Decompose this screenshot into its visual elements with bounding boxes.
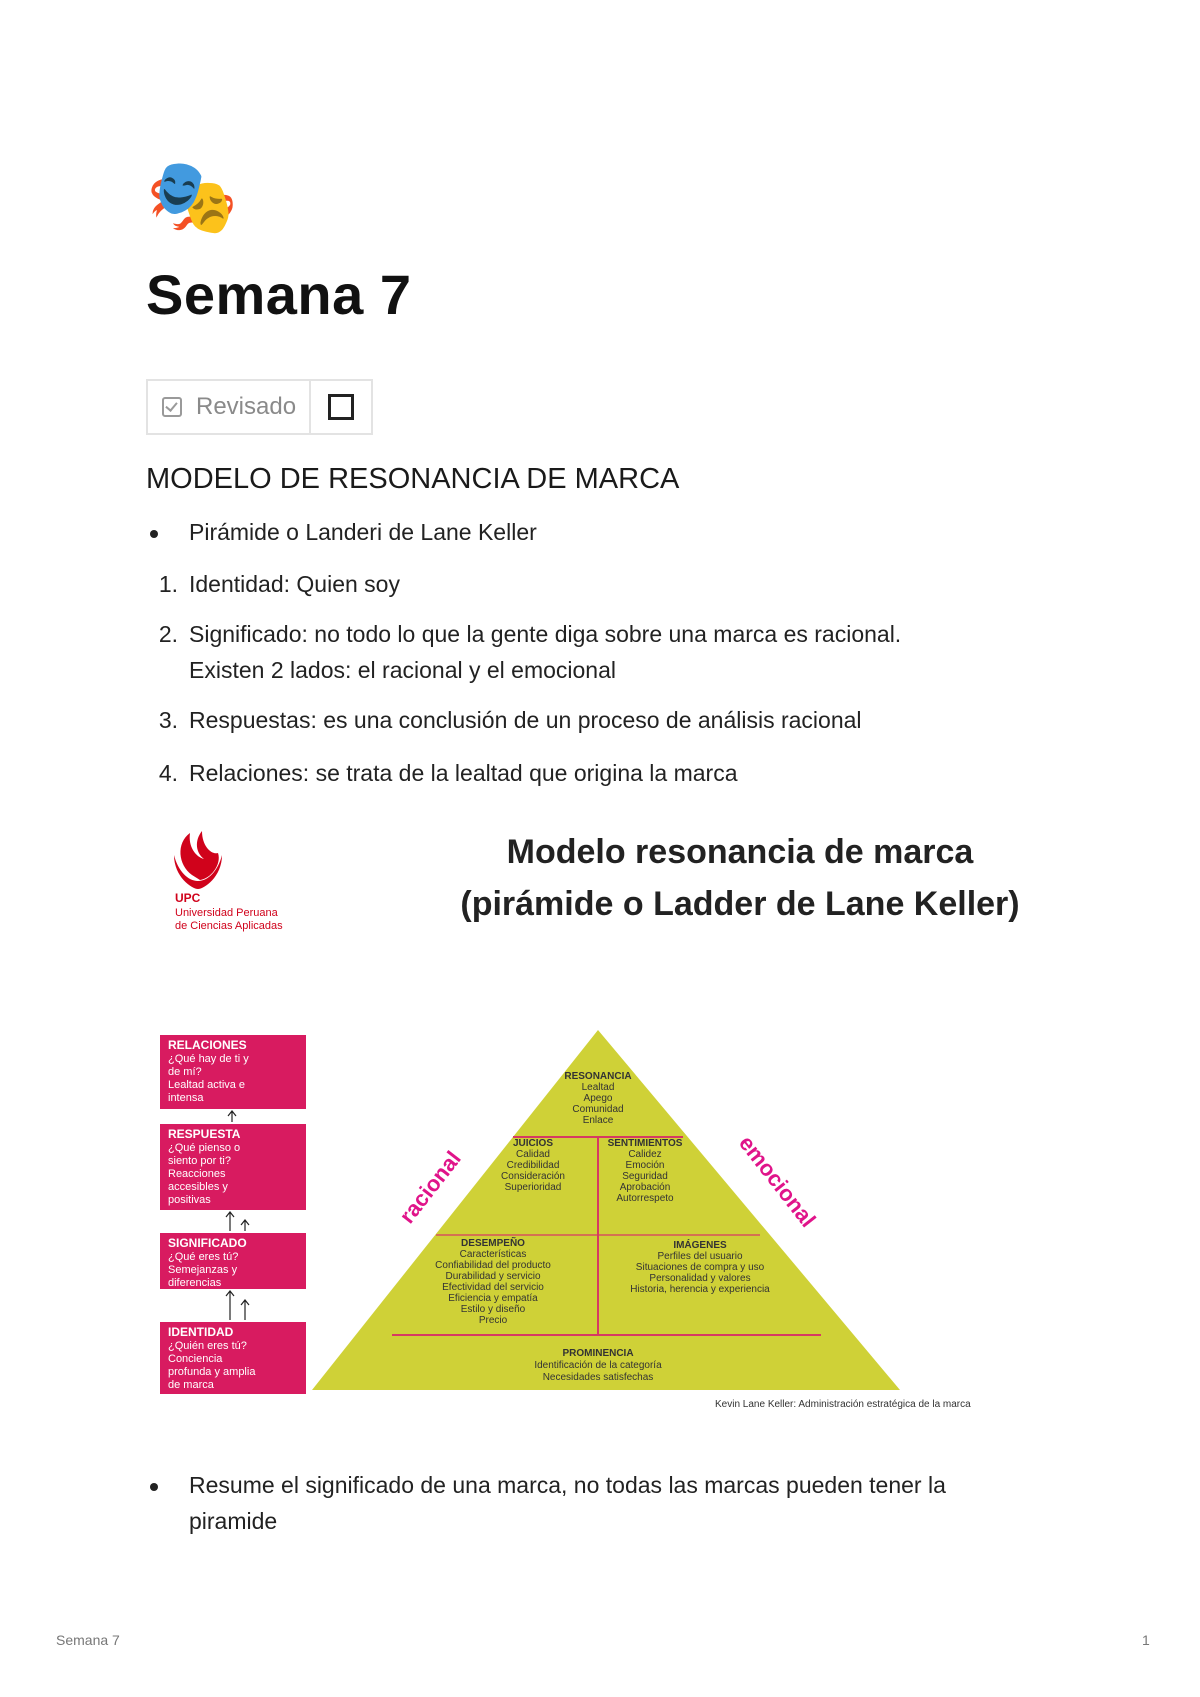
property-value[interactable] <box>311 381 371 433</box>
box-title: SIGNIFICADO <box>168 1236 247 1250</box>
section-heading: MODELO DE RESONANCIA DE MARCA <box>146 463 680 495</box>
pyramid-level-title: PROMINENCIA <box>562 1348 634 1359</box>
box-line: ¿Qué hay de ti y <box>168 1053 249 1065</box>
arrow-up-icon <box>241 1220 249 1231</box>
bullet-item: Resume el significado de una marca, no todas las marcas pueden tener la <box>189 1472 946 1498</box>
upc-logo-line2: de Ciencias Aplicadas <box>175 920 283 932</box>
pyramid-item: Credibilidad <box>506 1160 560 1171</box>
pyramid-item: Personalidad y valores <box>649 1273 751 1284</box>
box-title: RELACIONES <box>168 1038 247 1052</box>
checkbox-property-icon <box>162 397 182 417</box>
pyramid-item: Calidez <box>628 1149 662 1160</box>
box-respuesta <box>160 1124 306 1210</box>
box-identidad <box>160 1322 306 1394</box>
pyramid-item: Características <box>459 1249 527 1260</box>
footer-page-title: Semana 7 <box>56 1632 120 1648</box>
arrow-up-icon <box>226 1291 234 1320</box>
pyramid-item: Lealtad <box>581 1082 615 1093</box>
list-item: Respuestas: es una conclusión de un proceso de análisis racional <box>189 707 862 733</box>
pyramid-item: Aprobación <box>619 1182 671 1193</box>
box-line: siento por ti? <box>168 1155 231 1167</box>
list-item: Identidad: Quien soy <box>189 571 400 597</box>
pyramid-item: Precio <box>478 1315 508 1326</box>
box-line: ¿Qué pienso o <box>168 1142 241 1154</box>
box-line: Conciencia <box>168 1353 223 1365</box>
bullet-item-continuation: piramide <box>189 1508 278 1534</box>
pyramid-item: Necesidades satisfechas <box>542 1372 654 1383</box>
pyramid-item: Eficiencia y empatía <box>448 1293 538 1304</box>
arrow-up-icon <box>228 1111 236 1122</box>
pyramid-level-title: RESONANCIA <box>564 1071 632 1082</box>
pyramid-item: Confiabilidad del producto <box>435 1260 551 1271</box>
figure-title-line2: (pirámide o Ladder de Lane Keller) <box>460 885 1020 923</box>
box-line: ¿Quién eres tú? <box>168 1340 247 1352</box>
pyramid-item: Autorrespeto <box>616 1193 674 1204</box>
pyramid <box>312 1030 900 1390</box>
resonance-model-figure <box>160 825 1060 1425</box>
pyramid-item: Consideración <box>501 1171 565 1182</box>
upc-logo <box>174 831 283 932</box>
list-number: 1. <box>158 571 178 597</box>
pyramid-item: Identificación de la categoría <box>534 1360 662 1371</box>
property-table <box>146 379 373 435</box>
box-line: de marca <box>168 1379 214 1391</box>
box-line: profunda y amplia <box>168 1366 256 1378</box>
pyramid-item: Apego <box>583 1093 613 1104</box>
pyramid-item: Efectividad del servicio <box>442 1282 544 1293</box>
pyramid-item: Situaciones de compra y uso <box>635 1262 765 1273</box>
property-name <box>148 381 311 433</box>
racional-label: racional <box>394 1146 466 1229</box>
box-line: positivas <box>168 1194 211 1206</box>
box-line: Reacciones <box>168 1168 226 1180</box>
box-line: Lealtad activa e <box>168 1079 246 1091</box>
box-title: RESPUESTA <box>168 1127 241 1141</box>
upc-logo-line1: Universidad Peruana <box>175 907 278 919</box>
bullet-dot <box>150 530 158 538</box>
box-significado <box>160 1233 306 1289</box>
box-relaciones <box>160 1035 306 1109</box>
pyramid-item: Enlace <box>582 1115 614 1126</box>
bullet-dot <box>150 1483 158 1491</box>
list-item-continuation: Existen 2 lados: el racional y el emocional <box>189 657 617 683</box>
pyramid-item: Historia, herencia y experiencia <box>630 1284 770 1295</box>
pyramid-item: Durabilidad y servicio <box>445 1271 541 1282</box>
arrow-up-icon <box>241 1300 249 1320</box>
box-line: diferencias <box>168 1277 222 1289</box>
pyramid-item: Estilo y diseño <box>460 1304 526 1315</box>
pyramid-level-title: IMÁGENES <box>673 1240 727 1251</box>
pyramid-item: Calidad <box>516 1149 550 1160</box>
pyramid-level-title: DESEMPEÑO <box>461 1238 525 1249</box>
page-title: Semana 7 <box>146 263 412 326</box>
revisado-checkbox[interactable] <box>328 394 354 420</box>
pyramid-item: Seguridad <box>622 1171 668 1182</box>
box-line: ¿Qué eres tú? <box>168 1251 239 1263</box>
pyramid-item: Superioridad <box>504 1182 562 1193</box>
emocional-label: emocional <box>734 1130 821 1232</box>
bullet-item: Pirámide o Landeri de Lane Keller <box>189 519 537 545</box>
footer-page-number: 1 <box>1142 1632 1150 1648</box>
page-emoji-icon: 🎭 <box>146 155 239 238</box>
list-number: 4. <box>158 760 178 786</box>
pyramid-item: Emoción <box>625 1160 665 1171</box>
property-label: Revisado <box>196 393 297 420</box>
list-number: 3. <box>158 707 178 733</box>
figure-title-line1: Modelo resonancia de marca <box>506 833 974 871</box>
pyramid-level-title: SENTIMIENTOS <box>607 1138 683 1149</box>
box-line: de mí? <box>168 1066 202 1078</box>
box-title: IDENTIDAD <box>168 1325 234 1339</box>
upc-logo-name: UPC <box>175 891 201 905</box>
list-item: Significado: no todo lo que la gente diga sobre una marca es racional. <box>189 621 902 647</box>
upc-flame-icon <box>180 831 218 880</box>
list-number: 2. <box>158 621 178 647</box>
box-line: Semejanzas y <box>168 1264 238 1276</box>
pyramid-item: Perfiles del usuario <box>657 1251 743 1262</box>
box-line: intensa <box>168 1092 204 1104</box>
pyramid-item: Comunidad <box>572 1104 624 1115</box>
arrow-up-icon <box>226 1212 234 1231</box>
pyramid-level-title: JUICIOS <box>512 1138 554 1149</box>
box-line: accesibles y <box>168 1181 228 1193</box>
list-item: Relaciones: se trata de la lealtad que origina la marca <box>189 760 738 786</box>
figure-caption: Kevin Lane Keller: Administración estratégica de la marca <box>715 1399 971 1410</box>
